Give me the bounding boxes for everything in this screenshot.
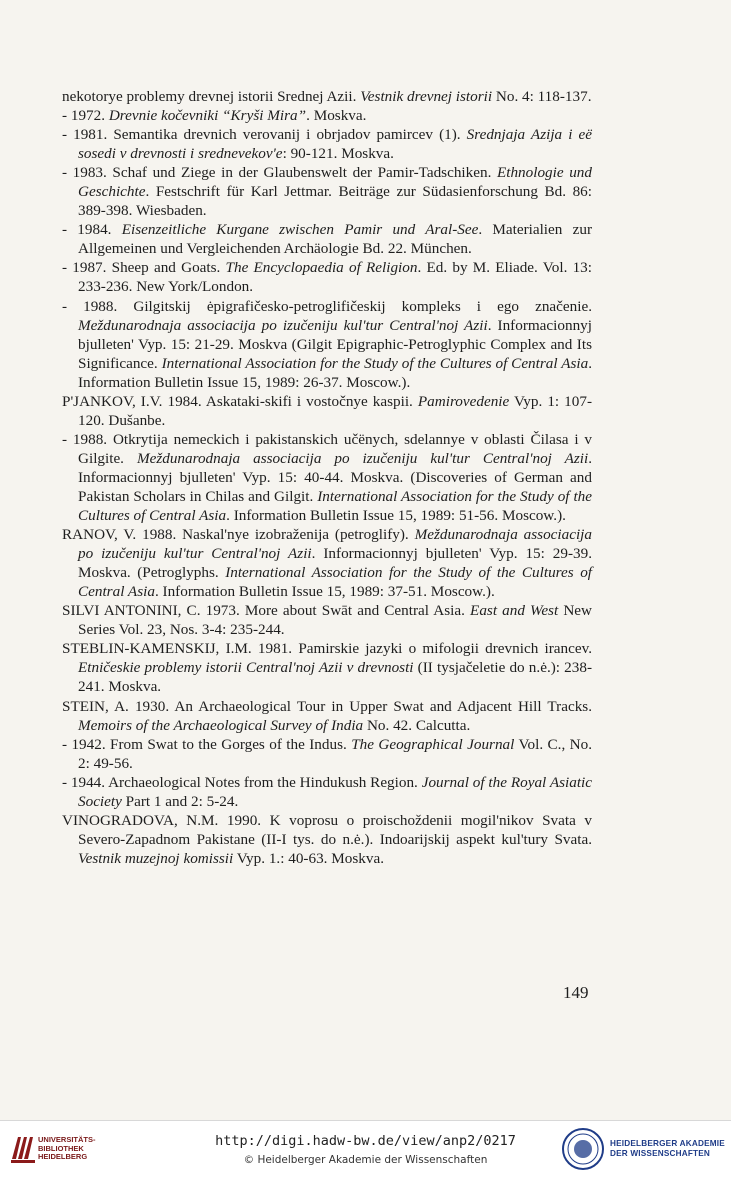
entry-text: - 1972. — [62, 107, 109, 125]
bibliography-entry — [62, 697, 592, 735]
bibliography-entry — [62, 773, 592, 811]
entry-title-italic: Vestnik drevnej istorii — [360, 88, 493, 105]
entry-text: - 1942. From Swat to the Gorges of the Indus. — [62, 735, 352, 753]
bibliography-entry — [62, 601, 592, 639]
entry-text: . Moskva. — [306, 107, 367, 125]
entry-title-italic: International Association for the Study of the Cultures of Central Asia — [78, 564, 593, 601]
entry-title-italic: East and West — [470, 602, 559, 620]
permalink-url[interactable]: http://digi.hadw-bw.de/view/anp2/0217 — [215, 1133, 516, 1149]
entry-text: RANOV, V. 1988. Naskal'nye izobraženija (petroglify). — [62, 526, 415, 544]
entry-title-italic: Journal of the Royal Asiatic Society — [78, 773, 592, 810]
footer-bar — [0, 1120, 731, 1178]
entry-text: Vyp. 1.: 40-63. Moskva. — [233, 849, 384, 867]
entry-title-italic: Eisenzeitliche Kurgane zwischen Pamir und Aral-See — [121, 221, 479, 239]
entry-title-italic: Meždunarodnaja associacija po izučeniju kul'tur Central'noj Azii — [136, 449, 589, 467]
entry-text: . Informacionnyj bjulleten' Vyp. 15: 21-29. Moskva (Gilgit Epigraphic-Petroglyphic Complex and Its Significance. — [78, 316, 592, 372]
entry-text: . Informacionnyj bjulleten' Vyp. 15: 29-39. Moskva. (Petroglyphs. — [78, 545, 592, 582]
entry-title-italic: International Association for the Study of the Cultures of Central Asia — [78, 487, 593, 525]
entry-text: . Information Bulletin Issue 15, 1989: 26-37. Moscow.). — [78, 354, 592, 391]
bibliography-entry — [62, 106, 592, 125]
hadw-seal-icon — [561, 1127, 605, 1171]
entry-text: New Series Vol. 23, Nos. 3-4: 235-244. — [78, 602, 592, 639]
entry-title-italic: Pamirovedenie — [417, 392, 510, 410]
entry-text: - 1987. Sheep and Goats. — [62, 259, 226, 277]
entry-text: - 1983. Schaf und Ziege in der Glaubenswelt der Pamir-Tadschiken. — [62, 164, 497, 182]
entry-title-italic: Vestnik muzejnoj komissii — [78, 849, 234, 867]
entry-text: Vyp. 1: 107-120. Dušanbe. — [78, 392, 592, 429]
entry-text: Part 1 and 2: 5-24. — [121, 792, 239, 810]
bibliography-entry — [62, 297, 592, 392]
entry-text: . Information Bulletin Issue 15, 1989: 37-51. Moscow.). — [154, 583, 495, 601]
entry-title-italic: Meždunarodnaja associacija po izučeniju kul'tur Central'noj Azii — [78, 526, 592, 563]
entry-title-italic: The Encyclopaedia of Religion — [225, 259, 418, 277]
bibliography-entry — [62, 430, 592, 525]
entry-title-italic: Srednjaja Azija i eë sosedi v drevnosti i srednevekov'e — [78, 126, 592, 163]
entry-title-italic: Drevnie kočevniki “Kryši Mira” — [108, 107, 307, 125]
entry-text: STEBLIN-KAMENSKIJ, I.M. 1981. Pamirskie jazyki o mifologii drevnich irancev. — [62, 640, 592, 658]
entry-text: . Materialien zur Allgemeinen und Vergleichenden Archäologie Bd. 22. München. — [78, 221, 593, 258]
bibliography-entry — [62, 87, 592, 106]
entry-title-italic: Etničeskie problemy istorii Central'noj Azii v drevnosti — [78, 659, 414, 677]
entry-text: Vol. C., No. 2: 49-56. — [78, 735, 592, 772]
entry-text: P'JANKOV, I.V. 1984. Askataki-skifi i vostočnye kaspii. — [62, 392, 418, 410]
page-number: 149 — [563, 983, 589, 1002]
bibliography-entry — [62, 220, 592, 258]
entry-title-italic: Ethnologie und Geschichte — [78, 164, 592, 201]
entry-text: VINOGRADOVA, N.M. 1990. K voprosu o proischoždenii mogil'nikov Svata v Severo-Zapadnom Pakistane (II-I tys. do n.ė.). Indoarijskij aspekt kul'tury Svata. — [62, 811, 592, 848]
entry-text: . Informacionnyj bjulleten' Vyp. 15: 40-44. Moskva. (Discoveries of German and Pakistan Scholars in Chilas and Gilgit. — [78, 449, 592, 505]
bibliography-entry — [62, 125, 592, 163]
entry-text: SILVI ANTONINI, C. 1973. More about Swāt and Central Asia. — [62, 602, 471, 620]
bibliography-entry — [62, 811, 592, 868]
entry-title-italic: Memoirs of the Archaeological Survey of India — [78, 716, 364, 734]
copyright-notice: © Heidelberger Akademie der Wissenschaften — [243, 1154, 488, 1166]
entry-title-italic: Meždunarodnaja associacija po izučeniju kul'tur Central'noj Azii — [78, 316, 488, 334]
entry-text: - 1988. Otkrytija nemeckich i pakistanskich učënych, sdelannye v oblasti Čilasa i v Gilgite. — [62, 430, 592, 467]
hadw-name: HEIDELBERGER AKADEMIE DER WISSENSCHAFTEN — [610, 1139, 725, 1158]
entry-text: : 90-121. Moskva. — [282, 145, 394, 163]
entry-title-italic: The Geographical Journal — [351, 735, 515, 753]
bibliography-list — [62, 87, 592, 868]
entry-text: No. 4: 118-137. — [492, 88, 592, 105]
bibliography-entry — [62, 258, 592, 296]
bibliography-entry — [62, 163, 592, 220]
entry-text: - 1944. Archaeological Notes from the Hindukush Region. — [62, 773, 422, 791]
bibliography-entry — [62, 639, 592, 696]
entry-text: . Information Bulletin Issue 15, 1989: 51-56. Moscow.). — [226, 507, 566, 525]
entry-text: - 1984. — [62, 221, 122, 239]
bibliography-entry — [62, 525, 592, 601]
entry-text: - 1988. Gilgitskij ėpigrafičesko-petroglifičeskij kompleks i ego značenie. — [62, 297, 592, 315]
entry-text: nekotorye problemy drevnej istorii Srednej Azii. — [62, 88, 361, 105]
entry-text: . Festschrift für Karl Jettmar. Beiträge zur Südasienforschung Bd. 86: 389-398. Wiesbaden. — [78, 183, 592, 220]
entry-text: - 1981. Semantika drevnich verovanij i obrjadov pamircev (1). — [62, 126, 467, 144]
entry-text: . Ed. by M. Eliade. Vol. 13: 233-236. New York/London. — [78, 259, 593, 296]
entry-text: STEIN, A. 1930. An Archaeological Tour in Upper Swat and Adjacent Hill Tracks. — [62, 697, 592, 715]
entry-text: (II tysjačeletie do n.ė.): 238-241. Moskva. — [78, 659, 593, 696]
ub-heidelberg-name: UNIVERSITÄTS- BIBLIOTHEK HEIDELBERG — [38, 1135, 96, 1161]
entry-text: No. 42. Calcutta. — [363, 716, 471, 734]
bibliography-entry — [62, 735, 592, 773]
bibliography-entry — [62, 392, 592, 430]
entry-title-italic: International Association for the Study of the Cultures of Central Asia — [161, 354, 589, 372]
